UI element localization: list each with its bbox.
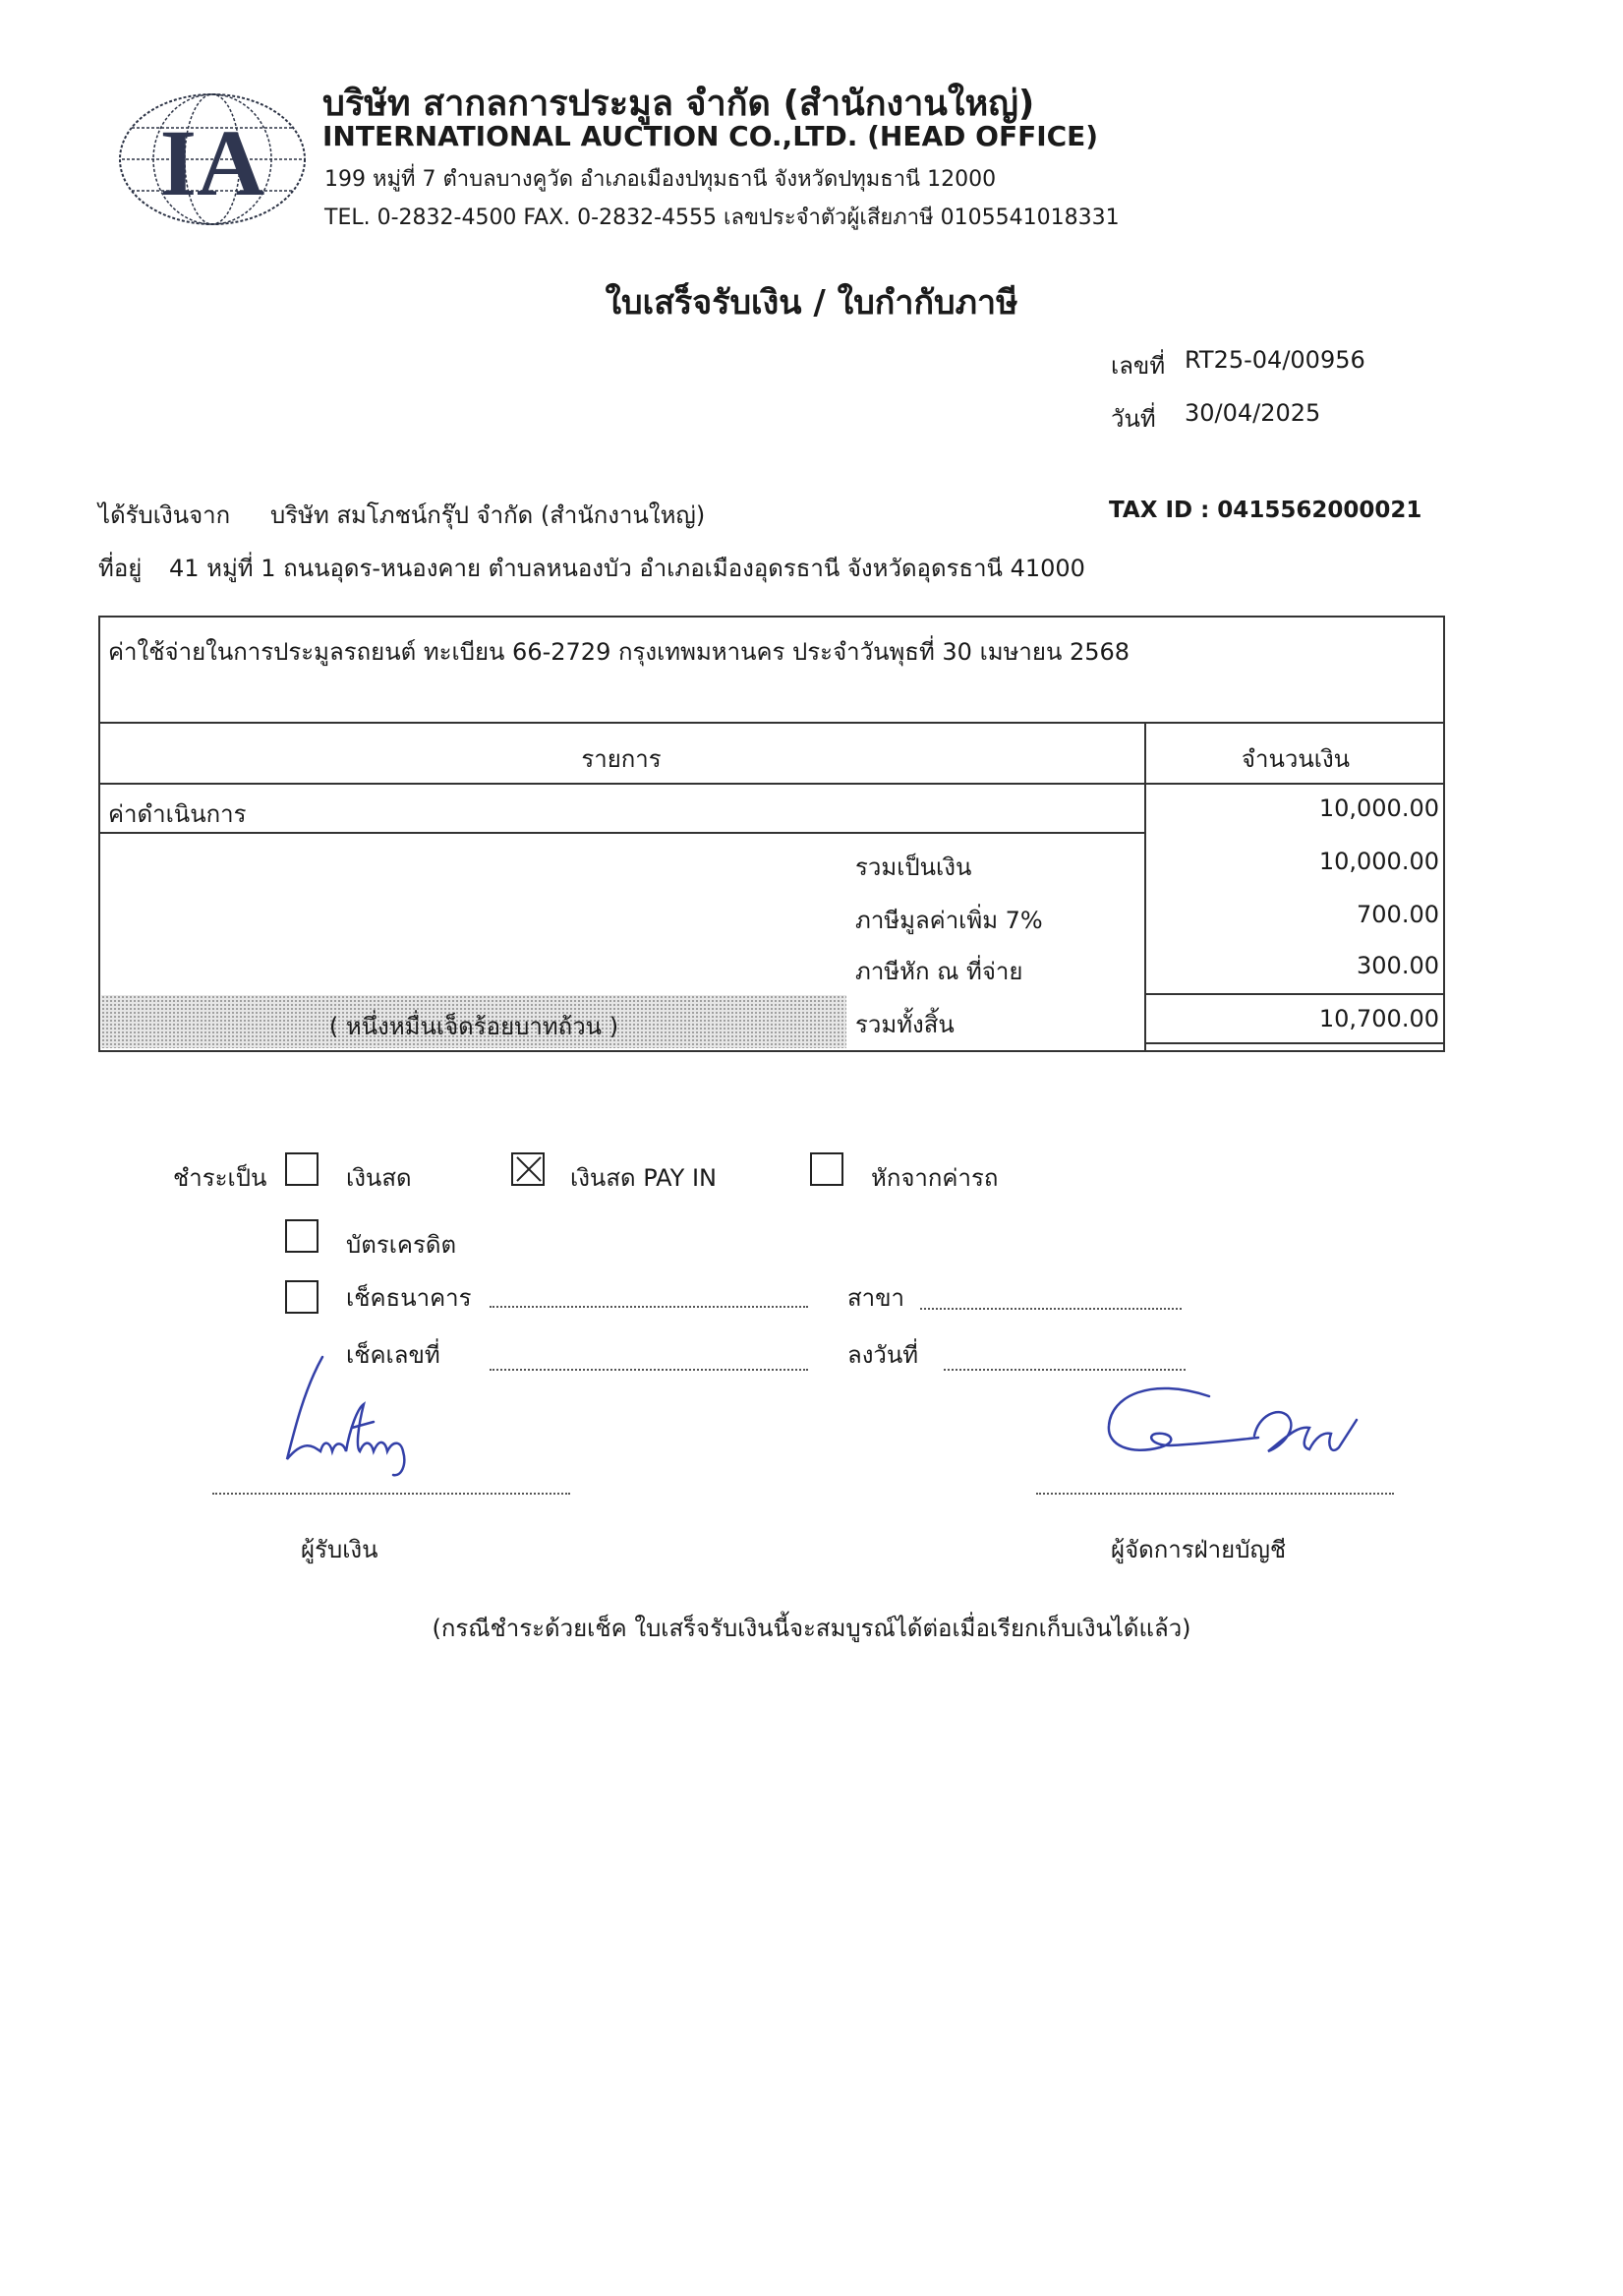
cheque-number-label: เช็คเลขที่ bbox=[346, 1341, 440, 1369]
bank-cheque-field[interactable] bbox=[490, 1306, 808, 1308]
cash-label: เงินสด bbox=[346, 1164, 412, 1192]
customer-name: บริษัท สมโภชน์กรุ๊ป จำกัด (สำนักงานใหญ่) bbox=[270, 501, 706, 529]
company-contact: TEL. 0-2832-4500 FAX. 0-2832-4555 เลขประจำตัวผู้เสียภาษี 0105541018331 bbox=[324, 206, 1120, 230]
receipt-number: RT25-04/00956 bbox=[1185, 346, 1365, 374]
manager-caption: ผู้จัดการฝ่ายบัญชี bbox=[1111, 1536, 1287, 1563]
credit-card-checkbox[interactable] bbox=[285, 1219, 319, 1253]
table-divider bbox=[98, 722, 1445, 724]
bank-cheque-label: เช็คธนาคาร bbox=[346, 1284, 472, 1312]
company-logo bbox=[116, 90, 309, 228]
customer-tax-id: TAX ID : 0415562000021 bbox=[1109, 498, 1422, 523]
customer-address: 41 หมู่ที่ 1 ถนนอุดร-หนองคาย ตำบลหนองบัว อำเภอเมืองอุดรธานี จังหวัดอุดรธานี 41000 bbox=[169, 555, 1085, 582]
amount-in-words: ( หนึ่งหมื่นเจ็ดร้อยบาทถ้วน ) bbox=[328, 1013, 619, 1040]
receipt-date: 30/04/2025 bbox=[1185, 399, 1321, 427]
deduct-from-car-label: หักจากค่ารถ bbox=[871, 1164, 999, 1192]
receipt-date-label: วันที่ bbox=[1111, 405, 1156, 433]
subtotal-amount: 10,000.00 bbox=[1318, 848, 1439, 875]
payment-method-label: ชำระเป็น bbox=[173, 1164, 267, 1192]
document-title: ใบเสร็จรับเงิน / ใบกำกับภาษี bbox=[605, 283, 1018, 323]
cash-payin-checkbox[interactable] bbox=[511, 1152, 545, 1186]
cheque-date-label: ลงวันที่ bbox=[847, 1341, 919, 1369]
logo-monogram: IA bbox=[159, 110, 265, 215]
total-amount: 10,700.00 bbox=[1318, 1005, 1439, 1032]
withholding-tax-label: ภาษีหัก ณ ที่จ่าย bbox=[855, 958, 1023, 985]
branch-label: สาขา bbox=[847, 1284, 905, 1312]
manager-signature bbox=[1091, 1367, 1376, 1495]
header-amount: จำนวนเงิน bbox=[1241, 745, 1351, 773]
receipt-number-label: เลขที่ bbox=[1111, 352, 1166, 380]
subtotal-label: รวมเป็นเงิน bbox=[855, 854, 972, 881]
cash-payin-label: เงินสด PAY IN bbox=[570, 1164, 718, 1192]
cash-checkbox[interactable] bbox=[285, 1152, 319, 1186]
company-name-th: บริษัท สากลการประมูล จำกัด (สำนักงานใหญ่) bbox=[322, 84, 1035, 124]
header-item: รายการ bbox=[581, 745, 662, 773]
cheque-number-field[interactable] bbox=[490, 1369, 808, 1371]
company-name-en: INTERNATIONAL AUCTION CO.,LTD. (HEAD OFFICE) bbox=[322, 120, 1099, 152]
total-divider bbox=[1144, 1042, 1445, 1044]
received-from-label: ได้รับเงินจาก bbox=[98, 501, 231, 529]
cheque-note: (กรณีชำระด้วยเช็ค ใบเสร็จรับเงินนี้จะสมบูรณ์ได้ต่อเมื่อเรียกเก็บเงินได้แล้ว) bbox=[432, 1615, 1191, 1642]
vat-label: ภาษีมูลค่าเพิ่ม 7% bbox=[855, 907, 1043, 934]
credit-card-label: บัตรเครดิต bbox=[346, 1231, 457, 1259]
vat-amount: 700.00 bbox=[1357, 901, 1439, 928]
table-divider bbox=[98, 832, 1144, 834]
company-address: 199 หมู่ที่ 7 ตำบลบางคูวัด อำเภอเมืองปทุมธานี จังหวัดปทุมธานี 12000 bbox=[324, 167, 997, 192]
table-description: ค่าใช้จ่ายในการประมูลรถยนต์ ทะเบียน 66-2729 กรุงเทพมหานคร ประจำวันพุธที่ 30 เมษายน 2568 bbox=[108, 638, 1130, 666]
withholding-tax-amount: 300.00 bbox=[1357, 952, 1439, 979]
deduct-from-car-checkbox[interactable] bbox=[810, 1152, 843, 1186]
total-label: รวมทั้งสิ้น bbox=[855, 1011, 955, 1038]
table-row-amount: 10,000.00 bbox=[1318, 795, 1439, 822]
items-table bbox=[98, 616, 1445, 1052]
receiver-caption: ผู้รับเงิน bbox=[301, 1536, 378, 1563]
receiver-signature bbox=[275, 1349, 452, 1487]
branch-field[interactable] bbox=[920, 1308, 1182, 1310]
bank-cheque-checkbox[interactable] bbox=[285, 1280, 319, 1314]
table-divider bbox=[98, 783, 1445, 785]
receiver-signature-line bbox=[212, 1493, 570, 1495]
table-row-name: ค่าดำเนินการ bbox=[108, 800, 247, 828]
manager-signature-line bbox=[1036, 1493, 1394, 1495]
total-divider bbox=[1144, 993, 1445, 995]
customer-address-label: ที่อยู่ bbox=[98, 555, 143, 582]
